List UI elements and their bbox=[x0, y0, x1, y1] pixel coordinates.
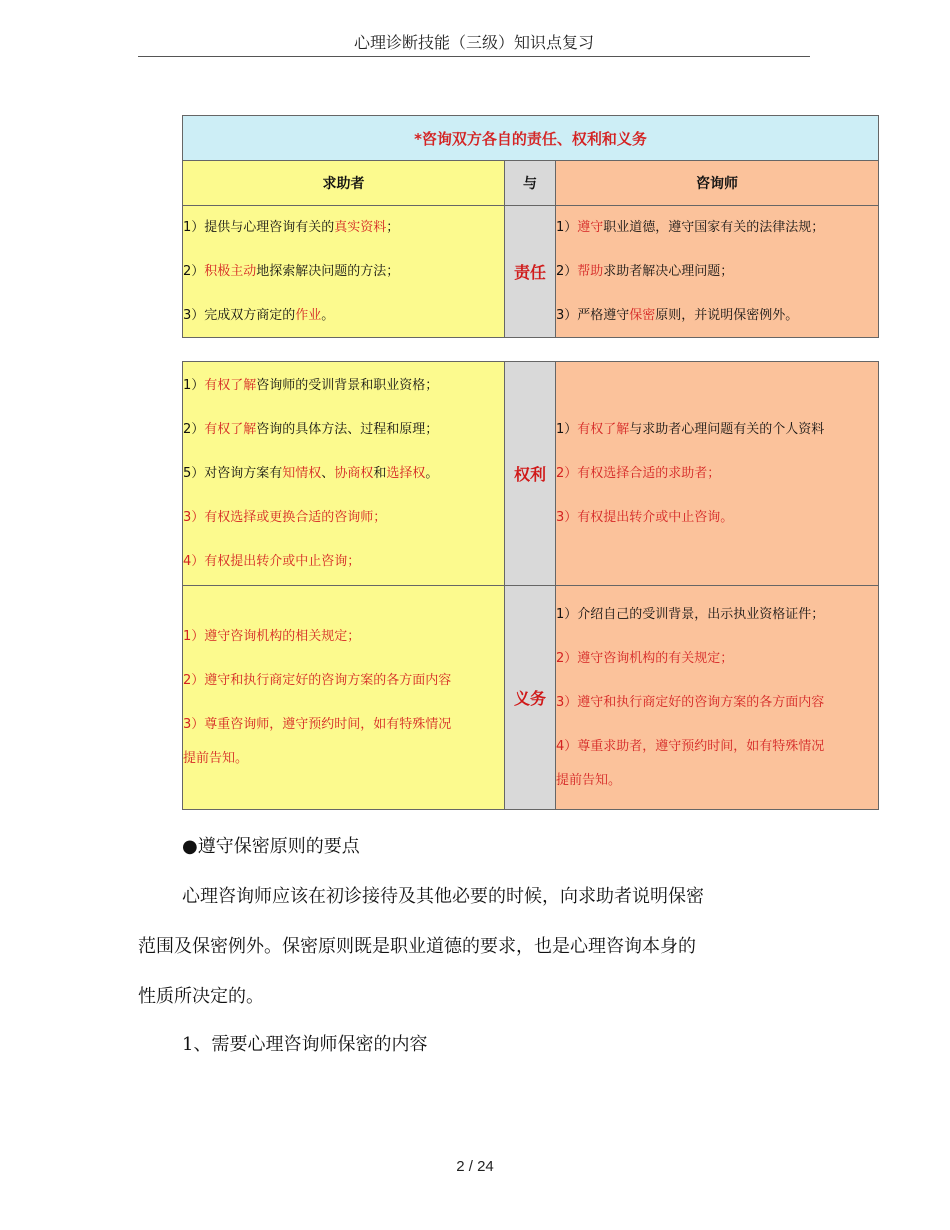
duties-label: 义务 bbox=[505, 586, 556, 810]
section-heading: ●遵守保密原则的要点 bbox=[182, 836, 360, 857]
page-number: 2 / 24 bbox=[456, 1158, 494, 1175]
client-responsibility-cell bbox=[183, 206, 505, 338]
column-header-counselor: 咨询师 bbox=[556, 161, 879, 206]
client-duties-cell bbox=[183, 586, 505, 810]
list-item: 1）有权了解与求助者心理问题有关的个人资料 bbox=[556, 421, 825, 437]
column-header-client: 求助者 bbox=[183, 161, 505, 206]
list-item: 3）严格遵守保密原则，并说明保密例外。 bbox=[556, 307, 799, 323]
list-item: 3）遵守和执行商定好的咨询方案的各方面内容 bbox=[556, 694, 825, 710]
list-item: 提前告知。 bbox=[183, 750, 249, 766]
list-item: 4）尊重求助者，遵守预约时间，如有特殊情况 bbox=[556, 738, 825, 754]
column-header-and: 与 bbox=[505, 161, 556, 206]
list-item: 提前告知。 bbox=[556, 772, 622, 788]
responsibility-label: 责任 bbox=[505, 206, 556, 338]
rights-label: 权利 bbox=[505, 362, 556, 586]
table-title: *咨询双方各自的责任、权利和义务 bbox=[183, 116, 879, 161]
list-item: 1）提供与心理咨询有关的真实资料； bbox=[183, 219, 400, 235]
paragraph-line: 心理咨询师应该在初诊接待及其他必要的时候，向求助者说明保密 bbox=[182, 886, 704, 907]
paragraph-line: 范围及保密例外。保密原则既是职业道德的要求，也是心理咨询本身的 bbox=[138, 936, 696, 957]
list-item: 3）有权选择或更换合适的咨询师； bbox=[183, 509, 387, 525]
list-item: 3）完成双方商定的作业。 bbox=[183, 307, 335, 323]
page-header: 心理诊断技能（三级）知识点复习 bbox=[138, 30, 810, 57]
counselor-rights-cell bbox=[556, 362, 879, 586]
list-item: 2）有权了解咨询的具体方法、过程和原理； bbox=[183, 421, 439, 437]
list-item: 1）遵守咨询机构的相关规定； bbox=[183, 628, 361, 644]
list-item: 1）遵守职业道德，遵守国家有关的法律法规； bbox=[556, 219, 825, 235]
list-item: 3）有权提出转介或中止咨询。 bbox=[556, 509, 734, 525]
list-item: 1）介绍自己的受训背景，出示执业资格证件； bbox=[556, 606, 825, 622]
list-item: 4）有权提出转介或中止咨询； bbox=[183, 553, 361, 569]
list-item: 2）有权选择合适的求助者； bbox=[556, 465, 721, 481]
list-item: 1）有权了解咨询师的受训背景和职业资格； bbox=[183, 377, 439, 393]
rights-duties-table bbox=[182, 361, 879, 810]
client-rights-cell bbox=[183, 362, 505, 586]
responsibility-table bbox=[182, 115, 879, 338]
list-item: 2）帮助求助者解决心理问题； bbox=[556, 263, 734, 279]
paragraph-line: 性质所决定的。 bbox=[138, 986, 264, 1007]
list-item: 2）积极主动地探索解决问题的方法； bbox=[183, 263, 400, 279]
counselor-duties-cell bbox=[556, 586, 879, 810]
counselor-responsibility-cell bbox=[556, 206, 879, 338]
list-item: 2）遵守咨询机构的有关规定； bbox=[556, 650, 734, 666]
list-item: 3）尊重咨询师，遵守预约时间，如有特殊情况 bbox=[183, 716, 452, 732]
list-item: 2）遵守和执行商定好的咨询方案的各方面内容 bbox=[183, 672, 452, 688]
list-item: 5）对咨询方案有知情权、协商权和选择权。 bbox=[183, 465, 439, 481]
numbered-item: 1、需要心理咨询师保密的内容 bbox=[182, 1034, 428, 1055]
